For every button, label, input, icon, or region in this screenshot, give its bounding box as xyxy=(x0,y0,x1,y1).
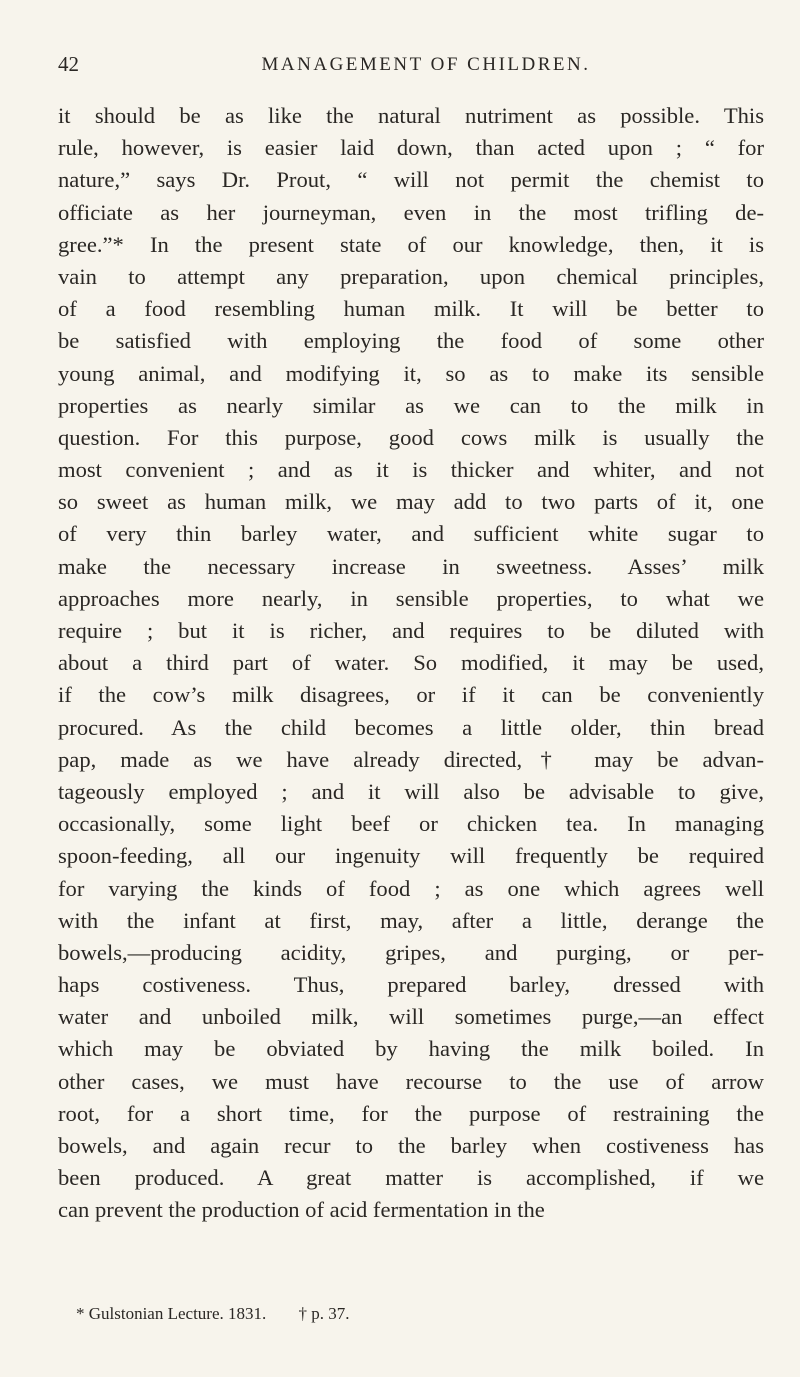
text-line: been produced. A great matter is accomplished, if we xyxy=(58,1165,764,1191)
text-line: properties as nearly similar as we can to the milk in xyxy=(58,392,764,418)
text-line: if the cow’s milk disagrees, or if it can be conveniently xyxy=(58,682,764,708)
text-line: most convenient ; and as it is thicker and whiter, and not xyxy=(58,457,764,483)
text-line: can prevent the production of acid fermentation in the xyxy=(58,1197,545,1223)
text-line: occasionally, some light beef or chicken tea. In managing xyxy=(58,811,764,837)
running-head xyxy=(58,52,764,88)
footnote-gulstonian-lecture: * Gulstonian Lecture. 1831. xyxy=(76,1304,267,1323)
text-line: for varying the kinds of food ; as one which agrees well xyxy=(58,875,764,901)
text-line: haps costiveness. Thus, prepared barley, dressed with xyxy=(58,972,764,998)
book-page xyxy=(58,52,764,1227)
text-line: approaches more nearly, in sensible properties, to what we xyxy=(58,585,764,611)
text-line: spoon-feeding, all our ingenuity will frequently be required xyxy=(58,843,764,869)
text-line: vain to attempt any preparation, upon chemical principles, xyxy=(58,263,764,289)
text-line: of a food resembling human milk. It will be better to xyxy=(58,296,764,322)
text-line: require ; but it is richer, and requires to be diluted with xyxy=(58,618,764,643)
text-line: make the necessary increase in sweetness. Asses’ milk xyxy=(58,553,764,579)
text-line: root, for a short time, for the purpose of restraining the xyxy=(58,1100,764,1126)
text-line: about a third part of water. So modified, it may be used, xyxy=(58,650,764,676)
text-line: procured. As the child becomes a little older, thin bread xyxy=(58,714,764,740)
text-line: young animal, and modifying it, so as to make its sensible xyxy=(58,360,764,386)
text-line: be satisfied with employing the food of some other xyxy=(58,328,764,354)
text-line: bowels,—producing acidity, gripes, and purging, or per- xyxy=(58,939,764,965)
footnote-page-reference: † p. 37. xyxy=(298,1304,350,1323)
text-line: with the infant at first, may, after a little, derange the xyxy=(58,907,764,933)
text-line: question. For this purpose, good cows milk is usually the xyxy=(58,424,764,450)
body-text xyxy=(58,100,764,1227)
footnotes xyxy=(76,1304,350,1324)
page-number: 42 xyxy=(58,52,79,76)
text-line: tageously employed ; and it will also be advisable to give, xyxy=(58,778,764,804)
text-line: rule, however, is easier laid down, than acted upon ; “ for xyxy=(58,135,764,161)
text-line: nature,” says Dr. Prout, “ will not permit the chemist to xyxy=(58,167,764,193)
text-line: water and unboiled milk, will sometimes purge,—an effect xyxy=(58,1004,764,1030)
running-head-title: MANAGEMENT OF CHILDREN. xyxy=(261,54,591,75)
text-line: officiate as her journeyman, even in the most trifling de- xyxy=(58,199,764,225)
text-line: of very thin barley water, and sufficient white sugar to xyxy=(58,521,764,547)
text-line: which may be obviated by having the milk boiled. In xyxy=(58,1036,764,1062)
text-line: it should be as like the natural nutriment as possible. This xyxy=(58,103,764,128)
text-line: pap, made as we have already directed,† may be advan- xyxy=(58,746,764,772)
text-line: other cases, we must have recourse to the use of arrow xyxy=(58,1068,764,1094)
text-line: gree.”* In the present state of our knowledge, then, it is xyxy=(58,231,764,257)
text-line: so sweet as human milk, we may add to two parts of it, one xyxy=(58,489,764,515)
text-line: bowels, and again recur to the barley when costiveness has xyxy=(58,1133,764,1158)
